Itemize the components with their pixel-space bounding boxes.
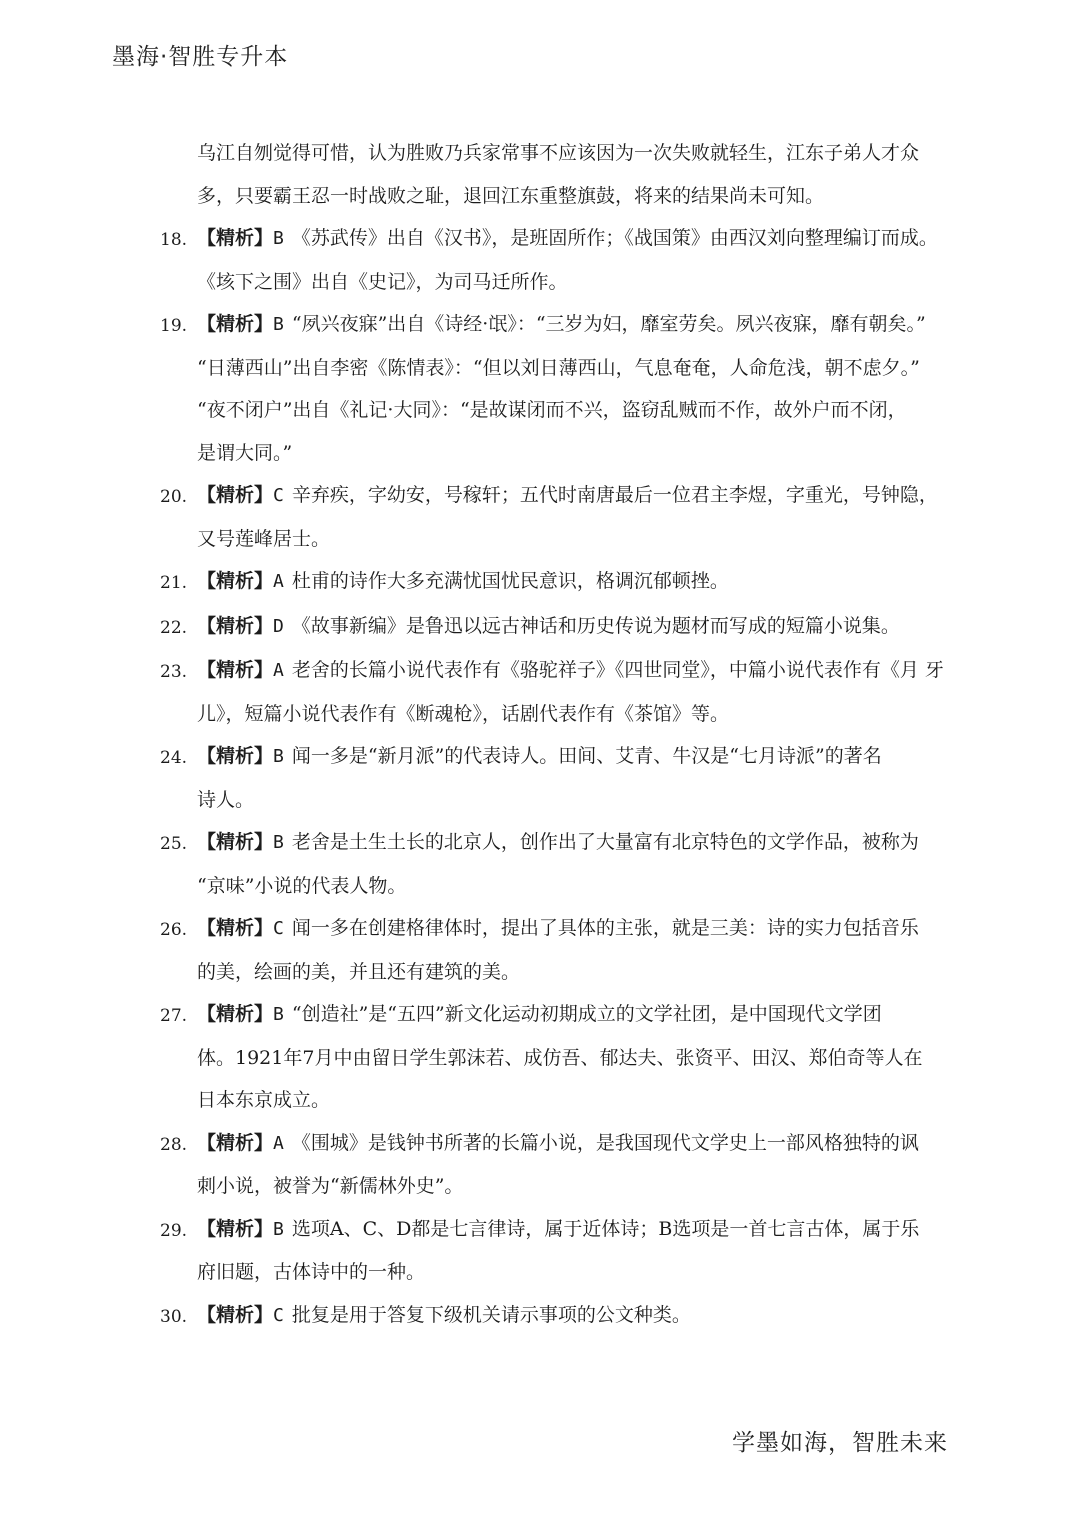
answer-letter: B	[273, 1004, 284, 1025]
question-number: 26.	[160, 920, 188, 940]
explanation-body	[197, 217, 938, 303]
explanation-body	[197, 1294, 920, 1338]
analysis-tag: 【精析】	[197, 745, 274, 767]
question-number: 27.	[160, 1006, 188, 1026]
explanation-item	[160, 993, 923, 1122]
explanation-body	[197, 649, 944, 735]
explanation-item	[160, 1294, 920, 1339]
explanation-text: 杜甫的诗作大多充满忧国忧民意识，格调沉郁顿挫。	[291, 570, 729, 592]
analysis-tag: 【精析】	[197, 1217, 274, 1240]
intro-continuation	[160, 132, 920, 217]
explanation-line: 刺小说，被誉为“新儒林外史”。	[197, 1175, 464, 1197]
analysis-tag: 【精析】	[197, 484, 274, 506]
explanation-body	[197, 560, 920, 604]
answer-letter: D	[273, 615, 284, 637]
question-number: 24.	[160, 748, 188, 768]
explanation-body	[197, 907, 920, 993]
explanation-line: 的美，绘画的美，并且还有建筑的美。	[197, 960, 521, 983]
question-number: 29.	[160, 1220, 188, 1241]
question-number: 19.	[160, 316, 188, 336]
analysis-tag: 【精析】	[197, 659, 274, 681]
explanation-text: 《苏武传》出自《汉书》，是班固所作；《战国策》由西汉刘向整理编订而成。	[291, 227, 938, 249]
analysis-tag: 【精析】	[197, 1131, 274, 1154]
answer-letter: B	[273, 1218, 284, 1240]
explanation-item	[160, 217, 938, 303]
explanation-line: “京味”小说的代表人物。	[197, 874, 407, 897]
explanation-item	[160, 649, 944, 735]
explanation-line	[197, 217, 938, 261]
explanation-text: “创造社”是“五四”新文化运动初期成立的文学社团，是中国现代文学团	[291, 1003, 882, 1025]
analysis-tag: 【精析】	[197, 570, 274, 592]
question-number: 21.	[160, 573, 188, 593]
explanation-item	[160, 907, 920, 993]
answer-letter: B	[273, 746, 284, 767]
explanation-item	[160, 735, 920, 821]
answer-letter: B	[273, 832, 284, 853]
explanation-line: 又号莲峰居士。	[197, 527, 331, 550]
intro-line: 多，只要霸王忍一时战败之耻，退回江东重整旗鼓，将来的结果尚未可知。	[197, 184, 825, 207]
explanation-line	[197, 649, 944, 693]
explanation-line	[197, 821, 920, 865]
answer-letter: A	[273, 571, 284, 592]
explanation-line	[197, 1122, 920, 1166]
explanation-line: 诗人。	[197, 788, 255, 811]
explanation-line: 体。1921年7月中由留日学生郭沫若、成仿吾、郁达夫、张资平、田汉、郑伯奇等人在	[197, 1046, 923, 1069]
answer-letter: A	[273, 660, 284, 681]
explanation-text: 闻一多是“新月派”的代表诗人。田间、艾青、牛汉是“七月诗派”的著名	[291, 745, 882, 767]
question-number: 30.	[160, 1306, 188, 1327]
question-number: 20.	[160, 487, 188, 507]
explanation-text: “夙兴夜寐”出自《诗经·氓》：“三岁为妇，靡室劳矣。夙兴夜寐，靡有朝矣。”	[291, 313, 926, 335]
explanation-body	[197, 605, 920, 649]
explanation-item	[160, 560, 920, 605]
explanation-line	[197, 303, 926, 347]
question-number: 23.	[160, 662, 188, 682]
page-footer: 学墨如海，智胜未来	[732, 1430, 948, 1456]
answer-letter: C	[273, 485, 284, 506]
explanation-body	[197, 474, 938, 560]
analysis-tag: 【精析】	[197, 227, 274, 249]
explanation-line: 《垓下之围》出自《史记》，为司马迁所作。	[197, 270, 568, 293]
explanation-body	[197, 993, 923, 1122]
question-number: 22.	[160, 617, 188, 638]
explanation-line: 府旧题，古体诗中的一种。	[197, 1261, 426, 1283]
explanation-line: 日本东京成立。	[197, 1089, 331, 1111]
explanation-line: 儿》，短篇小说代表作有《断魂枪》，话剧代表作有《茶馆》等。	[197, 702, 730, 725]
explanation-item	[160, 1208, 920, 1294]
explanation-line	[197, 993, 920, 1037]
analysis-tag: 【精析】	[197, 917, 274, 939]
analysis-tag: 【精析】	[197, 831, 274, 853]
analysis-tag: 【精析】	[197, 313, 274, 335]
explanation-text: 辛弃疾，字幼安，号稼轩；五代时南唐最后一位君主李煜，字重光，号钟隐，	[291, 484, 938, 506]
explanation-item	[160, 821, 920, 907]
explanation-body	[197, 1208, 920, 1294]
question-number: 25.	[160, 834, 188, 854]
answer-letter: B	[273, 228, 284, 249]
explanation-list	[160, 217, 944, 1338]
explanation-line	[197, 1208, 920, 1252]
explanation-text: 老舍的长篇小说代表作有《骆驼祥子》《四世同堂》，中篇小说代表作有《月 牙	[291, 659, 944, 681]
explanation-text: 《故事新编》是鲁迅以远古神话和历史传说为题材而写成的短篇小说集。	[291, 614, 900, 637]
answer-letter: C	[273, 918, 284, 939]
intro-line: 乌江自刎觉得可惜，认为胜败乃兵家常事不应该因为一次失败就轻生，江东子弟人才众	[197, 142, 920, 164]
explanation-line	[197, 560, 920, 604]
page-header: 墨海·智胜专升本	[112, 44, 289, 70]
explanation-body	[197, 821, 920, 907]
explanation-line: 是谓大同。”	[197, 441, 293, 464]
explanation-body	[197, 303, 926, 474]
explanation-line: “夜不闭户”出自《礼记·大同》：“是故谋闭而不兴，盗窃乱贼而不作，故外户而不闭，	[197, 399, 907, 421]
explanation-body	[197, 735, 920, 821]
explanation-body	[197, 1122, 920, 1208]
explanation-item	[160, 303, 926, 474]
explanation-text: 选项A、C、D都是七言律诗，属于近体诗；B选项是一首七言古体，属于乐	[291, 1217, 920, 1240]
answer-explanations	[160, 132, 944, 1338]
explanation-line	[197, 605, 920, 649]
explanation-line	[197, 735, 920, 779]
answer-letter: A	[273, 1132, 284, 1154]
answer-letter: C	[273, 1304, 284, 1326]
explanation-text: 批复是用于答复下级机关请示事项的公文种类。	[291, 1303, 691, 1326]
explanation-item	[160, 474, 938, 560]
analysis-tag: 【精析】	[197, 1303, 274, 1326]
explanation-line	[197, 907, 920, 951]
explanation-text: 老舍是土生土长的北京人，创作出了大量富有北京特色的文学作品，被称为	[291, 831, 919, 853]
analysis-tag: 【精析】	[197, 614, 274, 637]
explanation-text: 闻一多在创建格律体时，提出了具体的主张，就是三美：诗的实力包括音乐	[291, 917, 919, 939]
question-number: 18.	[160, 230, 188, 250]
analysis-tag: 【精析】	[197, 1003, 274, 1025]
explanation-line	[197, 474, 938, 518]
explanation-line: “日薄西山”出自李密《陈情表》：“但以刘日薄西山，气息奄奄，人命危浅，朝不虑夕。”	[197, 356, 920, 379]
explanation-line	[197, 1294, 920, 1338]
explanation-item	[160, 605, 920, 650]
explanation-text: 《围城》是钱钟书所著的长篇小说，是我国现代文学史上一部风格独特的讽	[291, 1131, 919, 1154]
question-number: 28.	[160, 1134, 188, 1155]
explanation-item	[160, 1122, 920, 1208]
answer-letter: B	[273, 314, 284, 335]
